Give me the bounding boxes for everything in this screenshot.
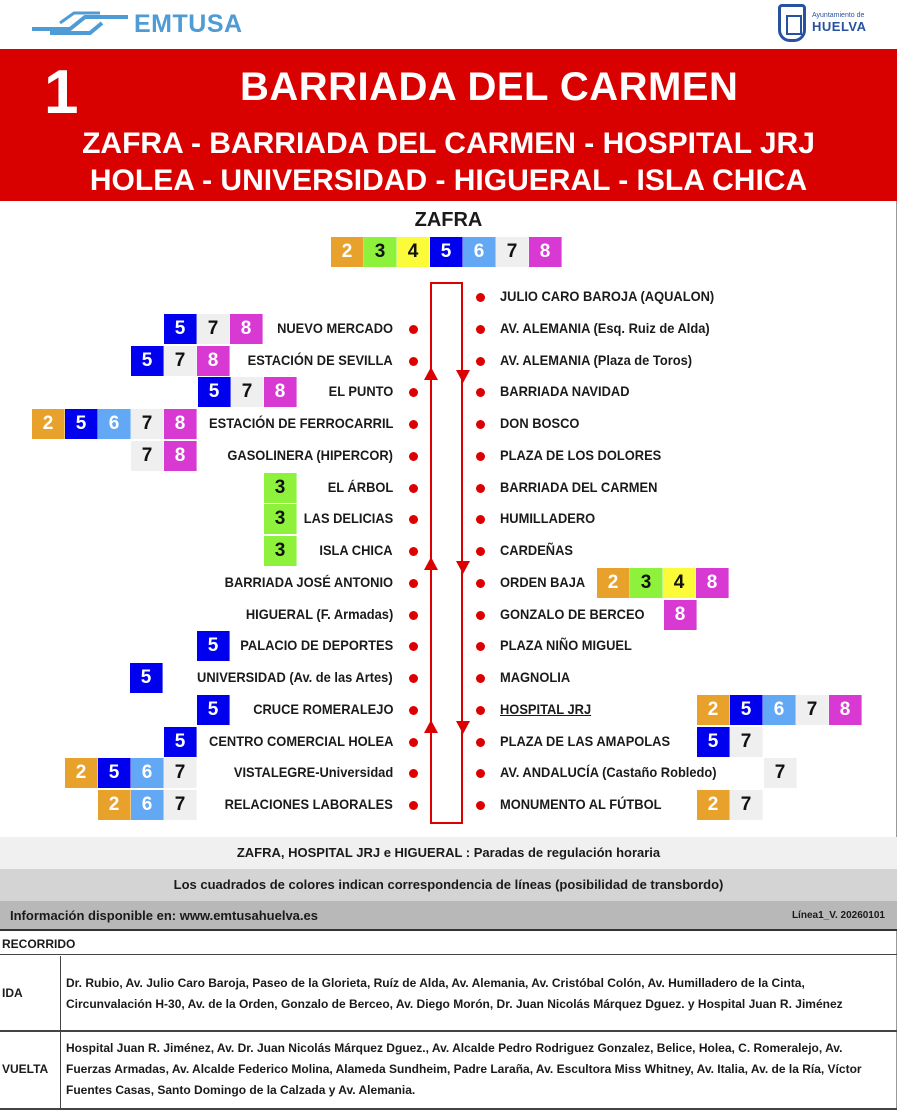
line-6-badge: 6	[131, 790, 164, 820]
stop-dot-icon	[476, 325, 485, 334]
stop-connections	[264, 473, 297, 503]
stop-vuelta: NUEVO MERCADO	[277, 319, 393, 336]
stop-dot-icon	[409, 674, 418, 683]
line-4-badge: 4	[663, 568, 696, 598]
route-subtitle-2: HOLEA - UNIVERSIDAD - HIGUERAL - ISLA CHICA	[89, 164, 808, 197]
arrow-down-icon	[456, 721, 470, 734]
stop-vuelta: GASOLINERA (HIPERCOR)	[227, 446, 393, 463]
stop-connections	[264, 536, 297, 566]
stop-vuelta: RELACIONES LABORALES	[224, 796, 393, 812]
legend-note: Los cuadrados de colores indican correspondencia de líneas (posibilidad de transbordo)	[0, 869, 897, 901]
city-logo-caption: Ayuntamiento de	[812, 12, 865, 19]
line-5-badge: 5	[164, 314, 197, 344]
emtusa-arrows-icon	[30, 9, 130, 39]
stop-dot-icon	[476, 674, 485, 683]
stop-dot-icon	[409, 325, 418, 334]
stop-connections	[264, 504, 297, 534]
info-bar	[0, 901, 897, 931]
line-7-badge: 7	[164, 758, 197, 788]
line-3-badge: 3	[264, 504, 297, 534]
stop-connections	[32, 409, 197, 439]
line-8-badge: 8	[664, 600, 697, 630]
city-shield-icon	[778, 4, 806, 42]
stop-dot-icon	[409, 357, 418, 366]
stop-vuelta: ESTACIÓN DE SEVILLA	[247, 351, 393, 368]
stop-ida: JULIO CARO BAROJA (AQUALON)	[500, 288, 715, 304]
stop-dot-icon	[476, 769, 485, 778]
route-subtitle-1: ZAFRA - BARRIADA DEL CARMEN - HOSPITAL JRJ	[82, 127, 815, 160]
recorrido-vuelta-row	[0, 1032, 897, 1110]
line-3-badge: 3	[264, 473, 297, 503]
line-5-badge: 5	[164, 727, 197, 757]
line-7-badge: 7	[164, 346, 197, 376]
website-info: Información disponible en: www.emtusahuelva.es	[10, 908, 318, 923]
line-2-badge: 2	[697, 695, 730, 725]
arrow-up-icon	[424, 367, 438, 380]
stop-connections	[131, 346, 230, 376]
recorrido-ida-row	[0, 956, 897, 1032]
stop-ida: BARRIADA DEL CARMEN	[500, 478, 658, 495]
stop-connections	[697, 695, 862, 725]
line-2-badge: 2	[697, 790, 730, 820]
line-5-badge: 5	[430, 237, 463, 267]
line-7-badge: 7	[231, 377, 264, 407]
stop-connections	[697, 727, 763, 757]
stop-ida: DON BOSCO	[500, 415, 580, 431]
stop-dot-icon	[409, 801, 418, 810]
stop-vuelta: ISLA CHICA	[319, 542, 393, 558]
line-6-badge: 6	[98, 409, 131, 439]
route-loop-line	[430, 282, 463, 824]
stop-dot-icon	[409, 515, 418, 524]
stop-dot-icon	[409, 484, 418, 493]
stop-dot-icon	[476, 515, 485, 524]
line-8-badge: 8	[529, 237, 562, 267]
line-6-badge: 6	[763, 695, 796, 725]
line-5-badge: 5	[730, 695, 763, 725]
stop-connections	[164, 727, 197, 757]
line-7-badge: 7	[197, 314, 230, 344]
stop-vuelta: PALACIO DE DEPORTES	[240, 637, 393, 654]
line-8-badge: 8	[164, 409, 197, 439]
line-2-badge: 2	[32, 409, 65, 439]
stop-vuelta: EL PUNTO	[328, 383, 393, 400]
line-8-badge: 8	[829, 695, 862, 725]
stop-vuelta: CRUCE ROMERALEJO	[252, 700, 393, 717]
stop-connections	[65, 758, 197, 788]
line-2-badge: 2	[331, 237, 364, 267]
stop-connections	[197, 631, 230, 661]
line-7-badge: 7	[764, 758, 797, 788]
terminus-name: ZAFRA	[414, 209, 483, 231]
line-5-badge: 5	[65, 409, 98, 439]
stop-dot-icon	[476, 611, 485, 620]
line-6-badge: 6	[131, 758, 164, 788]
line-7-badge: 7	[796, 695, 829, 725]
line-8-badge: 8	[264, 377, 297, 407]
line-8-badge: 8	[197, 346, 230, 376]
stop-connections	[597, 568, 729, 598]
stop-connections	[664, 600, 697, 630]
ida-label: IDA	[2, 986, 23, 1000]
stop-connections	[197, 695, 230, 725]
line-5-badge: 5	[197, 695, 230, 725]
vuelta-streets: Hospital Juan R. Jiménez, Av. Dr. Juan Nicolás Márquez Dguez., Av. Alcalde Pedro Rodriguez Gonzalez, Belice, Holea, C. Romeralejo, Av. Fuerzas Armadas, Av. Alcalde Federico Molina, Alameda Sundheim, Padre Laraña, Av. Escultora Miss Whitney, Av. Italia, Av. de la Ría, Víctor Fuentes Casas, Santo Domingo de la Calzada y Av. Alemania.	[66, 1041, 862, 1097]
stop-dot-icon	[476, 452, 485, 461]
line-5-badge: 5	[697, 727, 730, 757]
stop-dot-icon	[476, 357, 485, 366]
stop-dot-icon	[409, 388, 418, 397]
stop-ida: PLAZA DE LOS DOLORES	[500, 446, 662, 463]
regulation-note: ZAFRA, HOSPITAL JRJ e HIGUERAL : Paradas de regulación horaria	[0, 837, 897, 869]
stop-ida: MONUMENTO AL FÚTBOL	[500, 796, 662, 812]
line-3-badge: 3	[264, 536, 297, 566]
stop-dot-icon	[476, 420, 485, 429]
stop-dot-icon	[409, 642, 418, 651]
emtusa-logo	[30, 8, 243, 40]
line-2-badge: 2	[65, 758, 98, 788]
line-3-badge: 3	[364, 237, 397, 267]
emtusa-wordmark: EMTUSA	[134, 9, 243, 38]
stop-vuelta: VISTALEGRE-Universidad	[233, 764, 393, 781]
stop-connections	[98, 790, 197, 820]
line-8-badge: 8	[164, 441, 197, 471]
line-7-badge: 7	[730, 790, 763, 820]
terminus-connections	[331, 237, 562, 267]
stop-connections	[198, 377, 297, 407]
line-6-badge: 6	[463, 237, 496, 267]
stop-vuelta: ESTACIÓN DE FERROCARRIL	[208, 415, 393, 431]
stop-dot-icon	[476, 388, 485, 397]
arrow-up-icon	[424, 720, 438, 733]
stop-ida: ORDEN BAJA	[500, 573, 586, 590]
line-5-badge: 5	[197, 631, 230, 661]
stop-dot-icon	[409, 452, 418, 461]
stop-vuelta: EL ÁRBOL	[327, 478, 393, 495]
line-8-badge: 8	[696, 568, 729, 598]
stop-dot-icon	[476, 738, 485, 747]
line-7-badge: 7	[164, 790, 197, 820]
stop-dot-icon	[409, 420, 418, 429]
stop-ida: AV. ANDALUCÍA (Castaño Robledo)	[500, 764, 717, 781]
stop-connections	[164, 314, 263, 344]
stop-ida: HUMILLADERO	[500, 510, 596, 527]
stop-dot-icon	[409, 611, 418, 620]
line-5-badge: 5	[98, 758, 131, 788]
stop-dot-icon	[476, 579, 485, 588]
stop-ida: AV. ALEMANIA (Esq. Ruiz de Alda)	[500, 319, 710, 336]
stop-dot-icon	[476, 547, 485, 556]
stop-dot-icon	[476, 706, 485, 715]
city-logo-name: HUELVA	[812, 19, 867, 34]
stop-dot-icon	[476, 642, 485, 651]
stop-vuelta: HIGUERAL (F. Armadas)	[245, 605, 393, 622]
line-number: 1	[44, 58, 79, 127]
stop-dot-icon	[476, 293, 485, 302]
stop-ida: CARDEÑAS	[500, 542, 573, 558]
stop-dot-icon	[409, 579, 418, 588]
arrow-up-icon	[424, 557, 438, 570]
stop-connections	[697, 790, 763, 820]
line-name: BARRIADA DEL CARMEN	[240, 65, 739, 109]
line-2-badge: 2	[597, 568, 630, 598]
version-label: Línea1_V. 20260101	[791, 910, 885, 921]
stop-dot-icon	[476, 484, 485, 493]
stop-ida: AV. ALEMANIA (Plaza de Toros)	[500, 351, 693, 368]
stop-connections	[764, 758, 797, 788]
line-5-badge: 5	[198, 377, 231, 407]
stop-dot-icon	[409, 769, 418, 778]
stop-ida: HOSPITAL JRJ	[500, 700, 592, 717]
line-8-badge: 8	[230, 314, 263, 344]
stop-vuelta: UNIVERSIDAD (Av. de las Artes)	[197, 669, 393, 685]
stop-connections	[131, 441, 197, 471]
stop-vuelta: BARRIADA JOSÉ ANTONIO	[224, 573, 393, 590]
line-2-badge: 2	[98, 790, 131, 820]
stop-ida: PLAZA NIÑO MIGUEL	[500, 637, 632, 654]
stop-dot-icon	[476, 801, 485, 810]
recorrido-title: RECORRIDO	[0, 933, 897, 955]
line-banner	[0, 49, 897, 201]
stop-connections	[130, 663, 163, 693]
huelva-logo	[778, 4, 867, 42]
line-7-badge: 7	[131, 409, 164, 439]
arrow-down-icon	[456, 370, 470, 383]
stop-ida: BARRIADA NAVIDAD	[500, 383, 630, 400]
line-3-badge: 3	[630, 568, 663, 598]
line-4-badge: 4	[397, 237, 430, 267]
stop-dot-icon	[409, 738, 418, 747]
line-5-badge: 5	[131, 346, 164, 376]
line-7-badge: 7	[496, 237, 529, 267]
ida-streets: Dr. Rubio, Av. Julio Caro Baroja, Paseo de la Glorieta, Ruíz de Alda, Av. Alemania, Av. Cristóbal Colón, Av. Humilladero de la Cinta, Circunvalación H-30, Av. de la Orden, Gonzalo de Berceo, Av. Diego Morón, Dr. Juan Nicolás Márquez Dguez. y Hospital Juan R. Jiménez	[66, 976, 843, 1011]
stop-vuelta: CENTRO COMERCIAL HOLEA	[208, 732, 393, 749]
line-7-badge: 7	[131, 441, 164, 471]
header	[0, 0, 897, 48]
stop-vuelta: LAS DELICIAS	[303, 510, 393, 527]
stop-ida: GONZALO DE BERCEO	[500, 605, 645, 622]
line-7-badge: 7	[730, 727, 763, 757]
arrow-down-icon	[456, 561, 470, 574]
vuelta-label: VUELTA	[2, 1062, 49, 1076]
stop-dot-icon	[409, 547, 418, 556]
stop-ida: MAGNOLIA	[500, 669, 571, 685]
stop-dot-icon	[409, 706, 418, 715]
line-5-badge: 5	[130, 663, 163, 693]
stop-ida: PLAZA DE LAS AMAPOLAS	[500, 732, 671, 749]
